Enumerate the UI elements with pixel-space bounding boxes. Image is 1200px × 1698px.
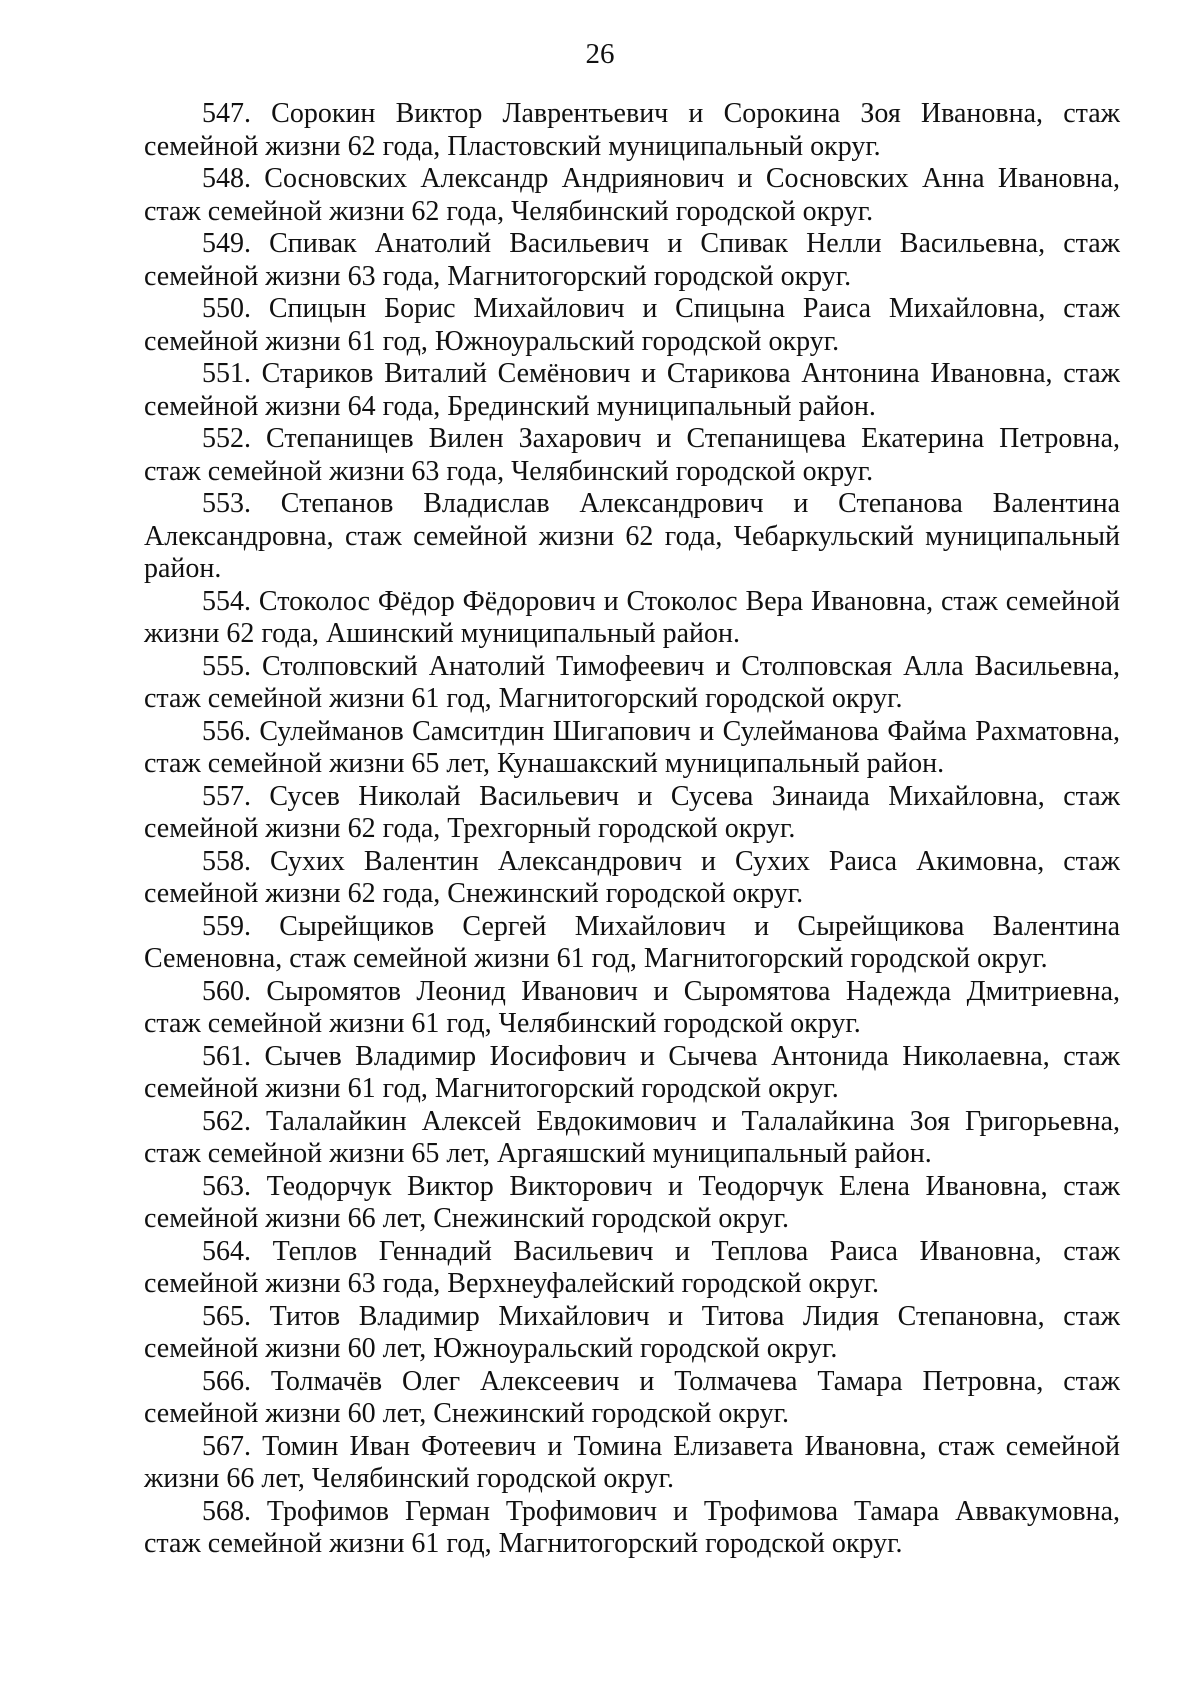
list-item-561: 561. Сычев Владимир Иосифович и Сычева Антонида Николаевна, стаж семейной жизни 61 год, Магнитогорский городской округ. [144,1040,1120,1104]
list-item-558: 558. Сухих Валентин Александрович и Сухих Раиса Акимовна, стаж семейной жизни 62 года, Снежинский городской округ. [144,845,1120,909]
list-item-556: 556. Сулейманов Самситдин Шигапович и Сулейманова Файма Рахматовна, стаж семейной жизни 65 лет, Кунашакский муниципальный район. [144,715,1120,779]
list-item-564: 564. Теплов Геннадий Васильевич и Теплова Раиса Ивановна, стаж семейной жизни 63 года, Верхнеуфалейский городской округ. [144,1235,1120,1299]
list-item-549: 549. Спивак Анатолий Васильевич и Спивак Нелли Васильевна, стаж семейной жизни 63 года, Магнитогорский городской округ. [144,228,1120,292]
list-item-555: 555. Столповский Анатолий Тимофеевич и Столповская Алла Васильевна, стаж семейной жизни 61 год, Магнитогорский городской округ. [144,650,1120,714]
list-item-566: 566. Толмачёв Олег Алексеевич и Толмачева Тамара Петровна, стаж семейной жизни 60 лет, Снежинский городской округ. [144,1365,1120,1429]
list-item-560: 560. Сыромятов Леонид Иванович и Сыромятова Надежда Дмитриевна, стаж семейной жизни 61 год, Челябинский городской округ. [144,975,1120,1039]
list-item-567: 567. Томин Иван Фотеевич и Томина Елизавета Ивановна, стаж семейной жизни 66 лет, Челябинский городской округ. [144,1430,1120,1494]
list-item-565: 565. Титов Владимир Михайлович и Титова Лидия Степановна, стаж семейной жизни 60 лет, Южноуральский городской округ. [144,1300,1120,1364]
list-item-563: 563. Теодорчук Виктор Викторович и Теодорчук Елена Ивановна, стаж семейной жизни 66 лет, Снежинский городской округ. [144,1170,1120,1234]
list-item-559: 559. Сырейщиков Сергей Михайлович и Сырейщикова Валентина Семеновна, стаж семейной жизни 61 год, Магнитогорский городской округ. [144,910,1120,974]
list-item-552: 552. Степанищев Вилен Захарович и Степанищева Екатерина Петровна, стаж семейной жизни 63 года, Челябинский городской округ. [144,423,1120,487]
list-item-554: 554. Стоколос Фёдор Фёдорович и Стоколос Вера Ивановна, стаж семейной жизни 62 года, Ашинский муниципальный район. [144,585,1120,649]
list-item-557: 557. Сусев Николай Васильевич и Сусева Зинаида Михайловна, стаж семейной жизни 62 года, Трехгорный городской округ. [144,780,1120,844]
entry-list [144,98,1120,1561]
list-item-562: 562. Талалайкин Алексей Евдокимович и Талалайкина Зоя Григорьевна, стаж семейной жизни 65 лет, Аргаяшский муниципальный район. [144,1105,1120,1169]
list-item-551: 551. Стариков Виталий Семёнович и Старикова Антонина Ивановна, стаж семейной жизни 64 года, Брединский муниципальный район. [144,358,1120,422]
list-item-568: 568. Трофимов Герман Трофимович и Трофимова Тамара Аввакумовна, стаж семейной жизни 61 год, Магнитогорский городской округ. [144,1495,1120,1559]
page-number: 26 [585,38,615,70]
list-item-550: 550. Спицын Борис Михайлович и Спицына Раиса Михайловна, стаж семейной жизни 61 год, Южноуральский городской округ. [144,293,1120,357]
list-item-548: 548. Сосновских Александр Андриянович и Сосновских Анна Ивановна, стаж семейной жизни 62 года, Челябинский городской округ. [144,163,1120,227]
list-item-547: 547. Сорокин Виктор Лаврентьевич и Сорокина Зоя Ивановна, стаж семейной жизни 62 года, Пластовский муниципальный округ. [144,98,1120,162]
list-item-553: 553. Степанов Владислав Александрович и Степанова Валентина Александровна, стаж семейной жизни 62 года, Чебаркульский муниципальный район. [144,488,1120,584]
